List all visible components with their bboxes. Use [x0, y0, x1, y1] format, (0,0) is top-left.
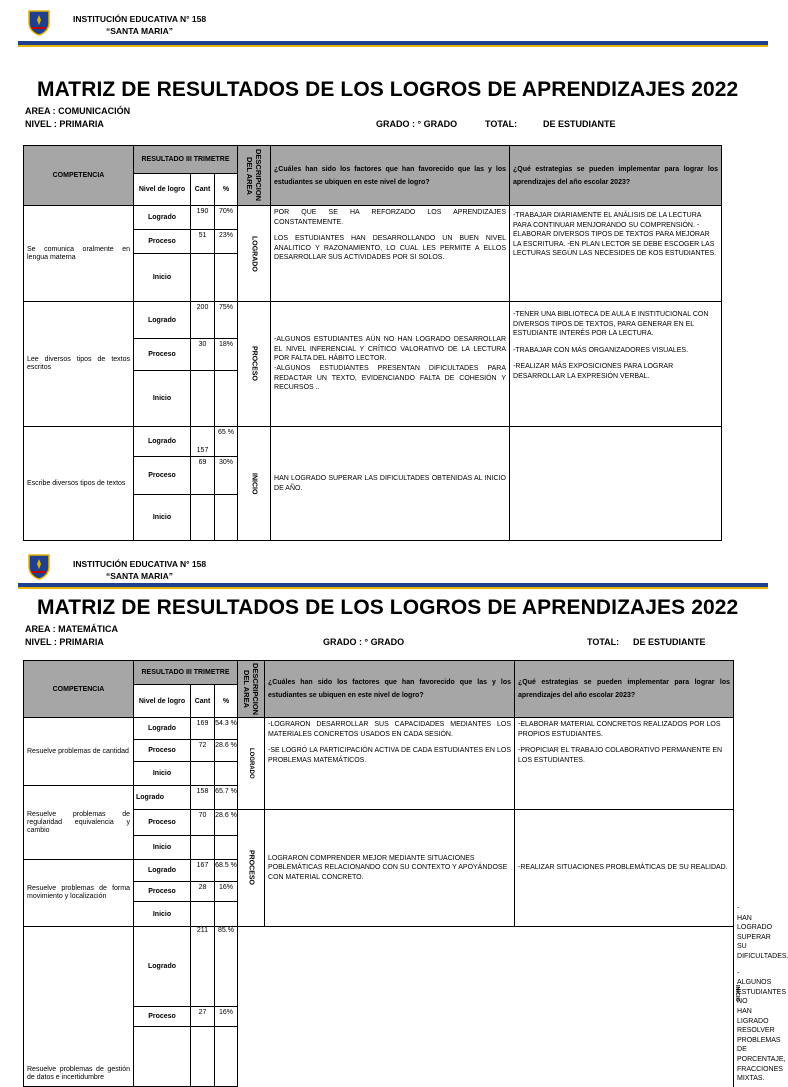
cant-inicio [191, 762, 215, 786]
area-desc-2-text: PROCESO [247, 850, 255, 886]
strategies-1a: -TRABAJAR DIARIAMENTE EL ANÁLISIS DE LA LECTURA PARA CONTINUAR MENJORANDO SU COMPRENSIÓN. -ELABORAR DIVERSOS TIPOS DE TEXTOS PARA MEJORAR LA ESCRITURA. -EN PLAN LECTOR SE DEBE ESCOGER LAS LECTURAS SEGÚN LAS NECESIDES DE KOS ESTUDIANTES. [513, 212, 717, 258]
school-name [73, 558, 206, 582]
pct-inicio [215, 762, 238, 786]
strategies-1b: -PROPICIAR EL TRABAJO COLABORATIVO PERMANENTE EN LOS ESTUDIANTES. [518, 747, 723, 764]
pct-proceso: 28.6 % [215, 810, 238, 836]
cant-proceso: 28 [191, 882, 215, 902]
strategies-2c: -REALIZAR MÁS EXPOSICIONES PARA LOGRAR DESARROLLAR LA EXPRESIÓN VERBAL. [513, 363, 674, 380]
pct-inicio [215, 371, 238, 427]
cant-logrado: 157 [191, 427, 215, 457]
area-desc-3 [238, 427, 271, 541]
area-desc-1 [238, 718, 265, 810]
competencia-4: Resuelve problemas de gestión de datos e incertidumbre [24, 927, 134, 1087]
header-competencia: COMPETENCIA [24, 661, 134, 718]
level-inicio: Inicio [134, 902, 191, 927]
pct-proceso: 18% [215, 339, 238, 371]
factors-3 [271, 427, 510, 541]
header-descripcion-text: DESCRIPCION DEL AREA [242, 662, 261, 716]
competencia-2: Lee diversos tipos de textos escritos [24, 302, 134, 427]
level-proceso: Proceso [134, 1006, 191, 1026]
competencia-1: Resuelve problemas de cantidad [24, 718, 134, 786]
cant-inicio [191, 1026, 215, 1086]
factors-1 [271, 206, 510, 302]
cant-proceso: 27 [191, 1006, 215, 1026]
competencia-1: Se comunica oralmente en lengua materna [24, 206, 134, 302]
pct-logrado: 70% [215, 206, 238, 230]
cant-logrado: 167 [191, 860, 215, 882]
cant-inicio [191, 371, 215, 427]
school-line2: “SANTA MARIA” [106, 571, 174, 581]
cant-logrado: 158 [191, 786, 215, 810]
school-line1: INSTITUCIÓN EDUCATIVA N° 158 [73, 14, 207, 24]
pct-proceso: 30% [215, 457, 238, 495]
pct-inicio [215, 254, 238, 302]
strategies-3 [510, 427, 722, 541]
area-desc-3-text: INICIO [734, 985, 741, 1003]
header-cant: Cant [191, 174, 215, 206]
header-pct: % [215, 685, 238, 718]
cant-logrado: 200 [191, 302, 215, 339]
strategies-2a: -REALIZAR SITUACIONES PROBLEMÁTICAS DE SU REALIDAD. [518, 864, 728, 872]
pct-logrado: 65 % [215, 427, 238, 457]
pct-inicio [215, 836, 238, 860]
area-desc-1 [238, 206, 271, 302]
factors-1b: -SE LOGRÓ LA PARTICIPACIÓN ACTIVA DE CADA ESTUDIANTES EN LOS PROBLEMAS MATEMÁTICOS. [268, 747, 512, 764]
strategies-2 [515, 810, 734, 927]
area-desc-2 [238, 810, 265, 927]
area-label: AREA : MATEMÁTICA [25, 624, 118, 634]
factors-2 [271, 302, 510, 427]
header-cant: Cant [191, 685, 215, 718]
competencia-3: Resuelve problemas de forma movimiento y localización [24, 860, 134, 927]
school-shield-icon [28, 10, 50, 36]
level-logrado: Logrado [134, 860, 191, 882]
page-title: MATRIZ DE RESULTADOS DE LOS LOGROS DE APRENDIZAJES 2022 [37, 596, 739, 619]
pct-logrado: 54.3 % [215, 718, 238, 740]
level-inicio-empty [134, 1026, 191, 1086]
header-estrategias: ¿Qué estrategias se pueden implementar para lograr los aprendizajes del año escolar 2023? [510, 146, 722, 206]
page-matematica [0, 550, 788, 1083]
grado-label: GRADO : ° GRADO [376, 119, 458, 129]
factors-3a: HAN LOGRADO SUPERAR LAS DIFICULTADES OBTENIDAS AL INICIO DE AÑO. [274, 474, 507, 492]
header-nivel: Nivel de logro [134, 174, 191, 206]
cant-inicio [191, 902, 215, 927]
area-desc-1-text: LOGRADO [248, 748, 255, 779]
header-pct: % [215, 174, 238, 206]
pct-inicio [215, 902, 238, 927]
level-logrado: Logrado [134, 927, 191, 1007]
total-label: TOTAL: [587, 637, 620, 647]
level-proceso: Proceso [134, 457, 191, 495]
header-bar-gold [18, 587, 768, 589]
cant-logrado: 190 [191, 206, 215, 230]
school-line1: INSTITUCIÓN EDUCATIVA N° 158 [73, 559, 207, 569]
strategies-2b: -TRABAJAR CON MÁS ORGANIZADORES VISUALES. [513, 346, 689, 354]
estudiante-label: DE ESTUDIANTE [543, 119, 616, 129]
school-name [73, 13, 206, 37]
factors-1a: -LOGRARON DESARROLLAR SUS CAPACIDADES MEDIANTES LOS MATERIALES CONCRETOS USADOS EN CADA SESIÓN. [268, 721, 512, 738]
header-descripcion [238, 146, 271, 206]
pct-inicio [215, 1026, 238, 1086]
factors-2a: LOGRARON COMPRENDER MEJOR MEDIANTE SITUACIONES POBLEMÁTICAS RELACIONANDO CON SU CONTEXTO Y APOYÁNDOSE CON MATERIAL CONCRETO. [268, 854, 508, 881]
pct-proceso: 16% [215, 882, 238, 902]
pct-proceso: 28.6 % [215, 740, 238, 762]
strategies-2 [510, 302, 722, 427]
strategies-2a: -TENER UNA BIBLIOTECA DE AULA E INSTITUCIONAL CON DIVERSOS TIPOS DE TEXTOS, PARA GENERAR EN EL ESTUDIANTE INTERÉS POR LA LECTURA. [513, 311, 709, 338]
factors-1 [265, 718, 515, 810]
level-inicio: Inicio [134, 495, 191, 541]
factors-2 [265, 810, 515, 927]
factors-1a: POR QUE SE HA REFORZADO LOS APRENDIZAJES CONSTANTEMENTE. [274, 209, 507, 226]
factors-1b: LOS ESTUDIANTES HAN DESARROLLANDO UN BUEN NIVEL ANALITICO Y RAZONAMIENTO, LO CUAL LES PERMITE A ELLOS DESARROLLAR SUS ACTIVIDADES POR SI SOLOS. [274, 235, 507, 262]
level-proceso: Proceso [134, 810, 191, 836]
strategies-1 [515, 718, 734, 810]
pct-logrado: 85.% [215, 927, 238, 1007]
school-shield-icon [28, 554, 50, 580]
header-resultado: RESULTADO III TRIMETRE [134, 146, 238, 174]
header-nivel: Nivel de logro [134, 685, 191, 718]
header-descripcion [238, 661, 265, 718]
header-factores: ¿Cuáles han sido los factores que han favorecido que las y los estudiantes se ubiquen en este nivel de logro? [265, 661, 515, 718]
level-logrado: Logrado [134, 718, 191, 740]
nivel-label: NIVEL : PRIMARIA [25, 637, 104, 647]
cant-logrado: 169 [191, 718, 215, 740]
area-desc-1-text: LOGRADO [250, 235, 258, 272]
level-inicio: Inicio [134, 371, 191, 427]
level-proceso: Proceso [134, 339, 191, 371]
level-logrado: Logrado [134, 786, 191, 810]
results-table-comunicacion [23, 145, 722, 541]
level-proceso: Proceso [134, 882, 191, 902]
header-factores: ¿Cuáles han sido los factores que han favorecido que las y los estudiantes se ubiquen en este nivel de logro? [271, 146, 510, 206]
cant-proceso: 30 [191, 339, 215, 371]
results-table-matematica: COMPETENCIA RESULTADO III TRIMETRE DESCRIPCION DEL AREA ¿Cuáles han sido los factores que han favorecido que las y los estudiantes se ubiquen en este nivel de logro? ¿Qué estrategias se pueden implementar para lograr los aprendizajes del año escolar 2023? Nivel de logro Cant % Resuelve problemas de cantidad Logrado 169 54.3 % LOGRADO -LOGRARON DESARROLLAR SUS CAPACIDADES MEDIANTES LOS MATERIALES CONCRETOS USADOS EN CADA SESIÓN. -SE LOGRÓ LA PARTICIPACIÓN ACTIVA DE CADA ESTUDIANTES EN LOS PROBLEMAS MATEMÁTICOS. -ELABORAR MATERIAL CONCRETOS REALIZADOS POR LOS PROPIOS ESTUDIANTES. -PROPICIAR EL TRABAJO COLABORATIVO PERMANENTE EN LOS ESTUDIANTES. Proceso 72 28.6 % Inicio Resuelve problemas de regularidad equivalencia y cambio Logrado 158 65.7 % Proceso 70 28.6 % PROCESO LOGRARON COMPRENDER MEJOR MEDIANTE SITUACIONES POBLEMÁTICAS RELACIONANDO CON SU CONTEXTO Y APOYÁNDOSE CON MATERIAL CONCRETO. -REALIZAR SITUACIONES PROBLEMÁTICAS DE SU REALIDAD. Inicio Resuelve problemas de forma movimiento y localización Logrado 167 68.5 % Proceso 28 16% Inicio INICIO -HAN LOGRADO SUPERAR SU DIFICULTADES. -ALGUNOS ESTUDIANTES NO HAN LIGRADO RESOLVER PROBLEMAS DE PORCENTAJE, FRACCIONES MIXTAS. Resuelve problemas de gestión de datos e incertidumbre Logrado 211 85.% Proceso 27 16% [23, 660, 734, 1087]
total-label: TOTAL: [485, 119, 518, 129]
page-title: MATRIZ DE RESULTADOS DE LOS LOGROS DE APRENDIZAJES 2022 [37, 78, 739, 101]
cant-logrado: 211 [191, 927, 215, 1007]
area-label: AREA : COMUNICACIÓN [25, 106, 131, 116]
cant-proceso: 69 [191, 457, 215, 495]
factors-2b: -ALGUNOS ESTUDIANTES PRESENTAN DIFICULTADES PARA REDACTAR UN TEXTO, EVIDENCIANDO FALTA DE COHESIÓN Y RECURSOS .. [274, 365, 507, 392]
pct-logrado: 65.7 % [215, 786, 238, 810]
competencia-3: Escribe diversos tipos de textos [24, 427, 134, 541]
cant-proceso: 70 [191, 810, 215, 836]
school-line2: “SANTA MARIA” [106, 26, 174, 36]
pct-inicio [215, 495, 238, 541]
level-inicio: Inicio [134, 254, 191, 302]
cant-proceso: 72 [191, 740, 215, 762]
cant-inicio [191, 495, 215, 541]
cant-inicio [191, 254, 215, 302]
level-proceso: Proceso [134, 740, 191, 762]
factors-2a: -ALGUNOS ESTUDIANTES AÚN NO HAN LOGRADO DESARROLLAR EL NIVEL INFERENCIAL Y CRÍTICO VALORATIVO DE LA LECTURA POR FALTA DEL HÁBITO LECTOR. [274, 336, 507, 363]
area-desc-2-text: PROCESO [250, 346, 258, 382]
strategies-1 [510, 206, 722, 302]
pct-proceso: 23% [215, 230, 238, 254]
level-logrado: Logrado [134, 302, 191, 339]
page-comunicacion [0, 0, 768, 545]
competencia-2: Resuelve problemas de regularidad equivalencia y cambio [24, 786, 134, 860]
cant-proceso: 51 [191, 230, 215, 254]
cant-inicio [191, 836, 215, 860]
header-descripcion-text: DESCRIPCION DEL AREA [245, 149, 264, 202]
area-desc-2 [238, 302, 271, 427]
nivel-label: NIVEL : PRIMARIA [25, 119, 104, 129]
strategies-1a: -ELABORAR MATERIAL CONCRETOS REALIZADOS POR LOS PROPIOS ESTUDIANTES. [518, 721, 721, 738]
header-resultado: RESULTADO III TRIMETRE [134, 661, 238, 685]
level-inicio: Inicio [134, 836, 191, 860]
level-proceso: Proceso [134, 230, 191, 254]
header-bar-gold [18, 45, 768, 47]
estudiante-label: DE ESTUDIANTE [633, 637, 706, 647]
school-header [0, 550, 768, 600]
grado-label: GRADO : ° GRADO [323, 637, 405, 647]
header-competencia: COMPETENCIA [24, 146, 134, 206]
pct-logrado: 75% [215, 302, 238, 339]
level-logrado: Logrado [134, 427, 191, 457]
pct-logrado: 68.5 % [215, 860, 238, 882]
area-desc-3-text: INICIO [250, 472, 258, 495]
pct-proceso: 16% [215, 1006, 238, 1026]
level-inicio: Inicio [134, 762, 191, 786]
header-estrategias: ¿Qué estrategias se pueden implementar para lograr los aprendizajes del año escolar 2023? [515, 661, 734, 718]
level-logrado: Logrado [134, 206, 191, 230]
